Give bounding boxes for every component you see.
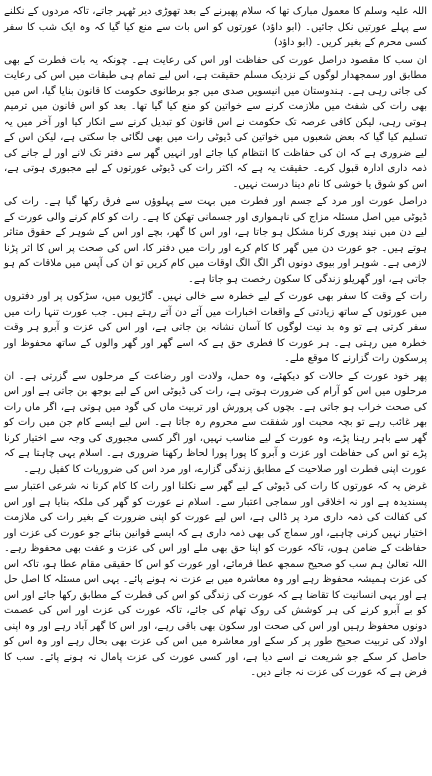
- paragraph-6: غرض یہ کہ عورتوں کا رات کی ڈیوٹی کے لیے گھر سے نکلنا اور رات کا کام کرنا نہ شرعی اعتبار سے پسندیدہ ہے اور نہ اخلاقی اور سماجی اعتبار سے۔ اسلام نے عورت کو گھر کی ملکہ بنایا ہے اور اس کی کفالت کی ذمہ داری مرد پر ڈالی ہے، اس لیے عورت کو اپنی ضرورت کے بغیر رات کی ملازمت اختیار نہیں کرنی چاہیے، اور سماج کی بھی ذمہ داری ہے کہ ایسے قوانین بنائے جو عورت کی عزت اور حفاظت کے ضامن ہوں، تاکہ عورت کو اپنا حق بھی ملے اور اس کی عزت و عفت بھی محفوظ رہے۔ اللہ تعالیٰ ہم سب کو صحیح سمجھ عطا فرمائے، اور عورت کو اس کا حقیقی مقام عطا ہو، تاکہ اس کی عزت ہمیشہ محفوظ رہے اور وہ معاشرہ میں بے عزت نہ ہونے پائے۔ یہی اس مسئلہ کا اصل حل ہے اور یہی انسانیت کا تقاضا ہے کہ عورت کی زندگی کو اس کی فطرت کے مطابق رکھا جائے اور اس کو بے آبرو کرنے کی ہر کوشش کی روک تھام کی جائے، تاکہ عورت کی عزت اور اس کی عصمت دونوں محفوظ رہیں اور اس کی صحت اور سکون بھی باقی رہے، اور اس کا گھر آباد رہے اور وہ اپنی اولاد کی تربیت صحیح طور پر کر سکے اور معاشرہ میں اس کی عزت بھی بحال رہے اور وہ اس کو حاصل کر سکے جو شریعت نے اسے دیا ہے، اور کسی عورت کی عزت پامال نہ ہونے پائے۔ سب کا فرض ہے کہ عورت کی عزت نہ جانے دیں۔: [4, 481, 427, 678]
- paragraph-4: رات کے وقت کا سفر بھی عورت کے لیے خطرہ سے خالی نہیں۔ گاڑیوں میں، سڑکوں پر اور دفتروں میں عورتوں کے ساتھ زیادتی کے واقعات اخبارات میں آئے دن آتے رہتے ہیں۔ جب عورت تنہا رات میں سفر کرتی ہے تو وہ بد نیت لوگوں کا آسان نشانہ بن جاتی ہے، اور اس کی عزت و آبرو ہر وقت خطرہ میں رہتی ہے۔ ہر عورت کا فطری حق ہے کہ اسے گھر اور گھر والوں کے ساتھ محفوظ اور پرسکون رات گزارنے کا موقع ملے۔: [4, 291, 427, 364]
- paragraph-2: ان سب کا مقصود دراصل عورت کی حفاظت اور اس کی رعایت ہے۔ چونکہ یہ بات فطرت کے بھی مطابق اور سمجھدار لوگوں کے نزدیک مسلم حقیقت ہے، اس لیے تمام ہی طبقات میں اس کی رعایت کی جاتی رہی ہے۔ ہندوستان میں انیسویں صدی میں جو برطانوی حکومت کا قانون بنایا گیا، اس میں بھی رات کی شفٹ میں ملازمت کرنے سے خواتین کو منع کیا گیا تھا۔ بعد کو اس قانون میں ترمیم ہوتی رہی، لیکن کافی عرصہ تک حکومت نے اس قانون کو تبدیل کرنے سے انکار کیا اور آخر میں یہ تسلیم کیا گیا کہ بعض شعبوں میں خواتین کی ڈیوٹی رات میں بھی لگائی جا سکتی ہے، لیکن اس کے لیے ضروری ہے کہ ان کی حفاظت کا انتظام کیا جائے اور انہیں گھر سے دفتر تک لانے اور لے جانے کی ذمہ داری ادارہ قبول کرے۔ حقیقت یہ ہے کہ اکثر رات کی ڈیوٹی عورتوں کے لیے مجبوری ہوتی ہے، اس کو شوق یا خوشی کا نام دینا درست نہیں۔: [4, 54, 427, 190]
- paragraph-1: اللہ علیہ وسلم کا معمول مبارک تھا کہ سلام پھیرنے کے بعد تھوڑی دیر ٹھہر جاتے، تاکہ مردوں کے نکلنے سے پہلے عورتیں نکل جائیں۔ (ابو داؤد) عورتوں کو اس بات سے منع کیا گیا کہ وہ ایک شب کا سفر کسی محرم کے بغیر کریں۔ (ابو داؤد): [4, 6, 427, 48]
- paragraph-3: دراصل عورت اور مرد کے جسم اور فطرت میں بہت سے پہلوؤں سے فرق رکھا گیا ہے۔ رات کی ڈیوٹی میں اصل مسئلہ مزاج کی ناہمواری اور جسمانی تھکن کا ہے۔ رات کو کام کرنے والی عورت کے لیے دن میں نیند پوری کرنا مشکل ہو جاتا ہے، اور اس کا گھر، بچے اور اس کے شوہر کے حقوق متاثر ہوتے ہیں۔ جو عورت دن میں گھر کا کام کرے اور رات میں دفتر کا، اس کی صحت پر اس کا اثر پڑنا لازمی ہے۔ شوہر اور بیوی دونوں اگر الگ الگ اوقات میں کام کریں تو ان کی آپس میں ملاقات کم ہو جاتی ہے، اور گھریلو زندگی کا سکون رخصت ہو جاتا ہے۔: [4, 196, 427, 285]
- paragraph-5: پھر خود عورت کے حالات کو دیکھئے، وہ حمل، ولادت اور رضاعت کے مرحلوں سے گزرتی ہے۔ ان مرحلوں میں اس کو آرام کی ضرورت ہوتی ہے، رات کی ڈیوٹی اس کے لیے بوجھ بن جاتی ہے اور اس کی صحت خراب ہو جاتی ہے۔ بچوں کی پرورش اور تربیت ماں کی گود میں ہوتی ہے، اگر ماں رات بھر غائب رہے تو بچہ محبت اور شفقت سے محروم رہ جاتا ہے۔ اس لیے ایسے کام جن میں رات کو گھر سے باہر رہنا پڑے، وہ عورت کے لیے مناسب نہیں، اور اگر کسی مجبوری کی وجہ سے اختیار کرنا پڑے تو اس کی حفاظت اور عزت و آبرو کا پورا پورا لحاظ رکھنا ضروری ہے۔ اسلام یہی چاہتا ہے کہ عورت اپنی فطرت اور صلاحیت کے مطابق زندگی گزارے، اور مرد اس کی ضروریات کا کفیل رہے۔: [4, 370, 427, 475]
